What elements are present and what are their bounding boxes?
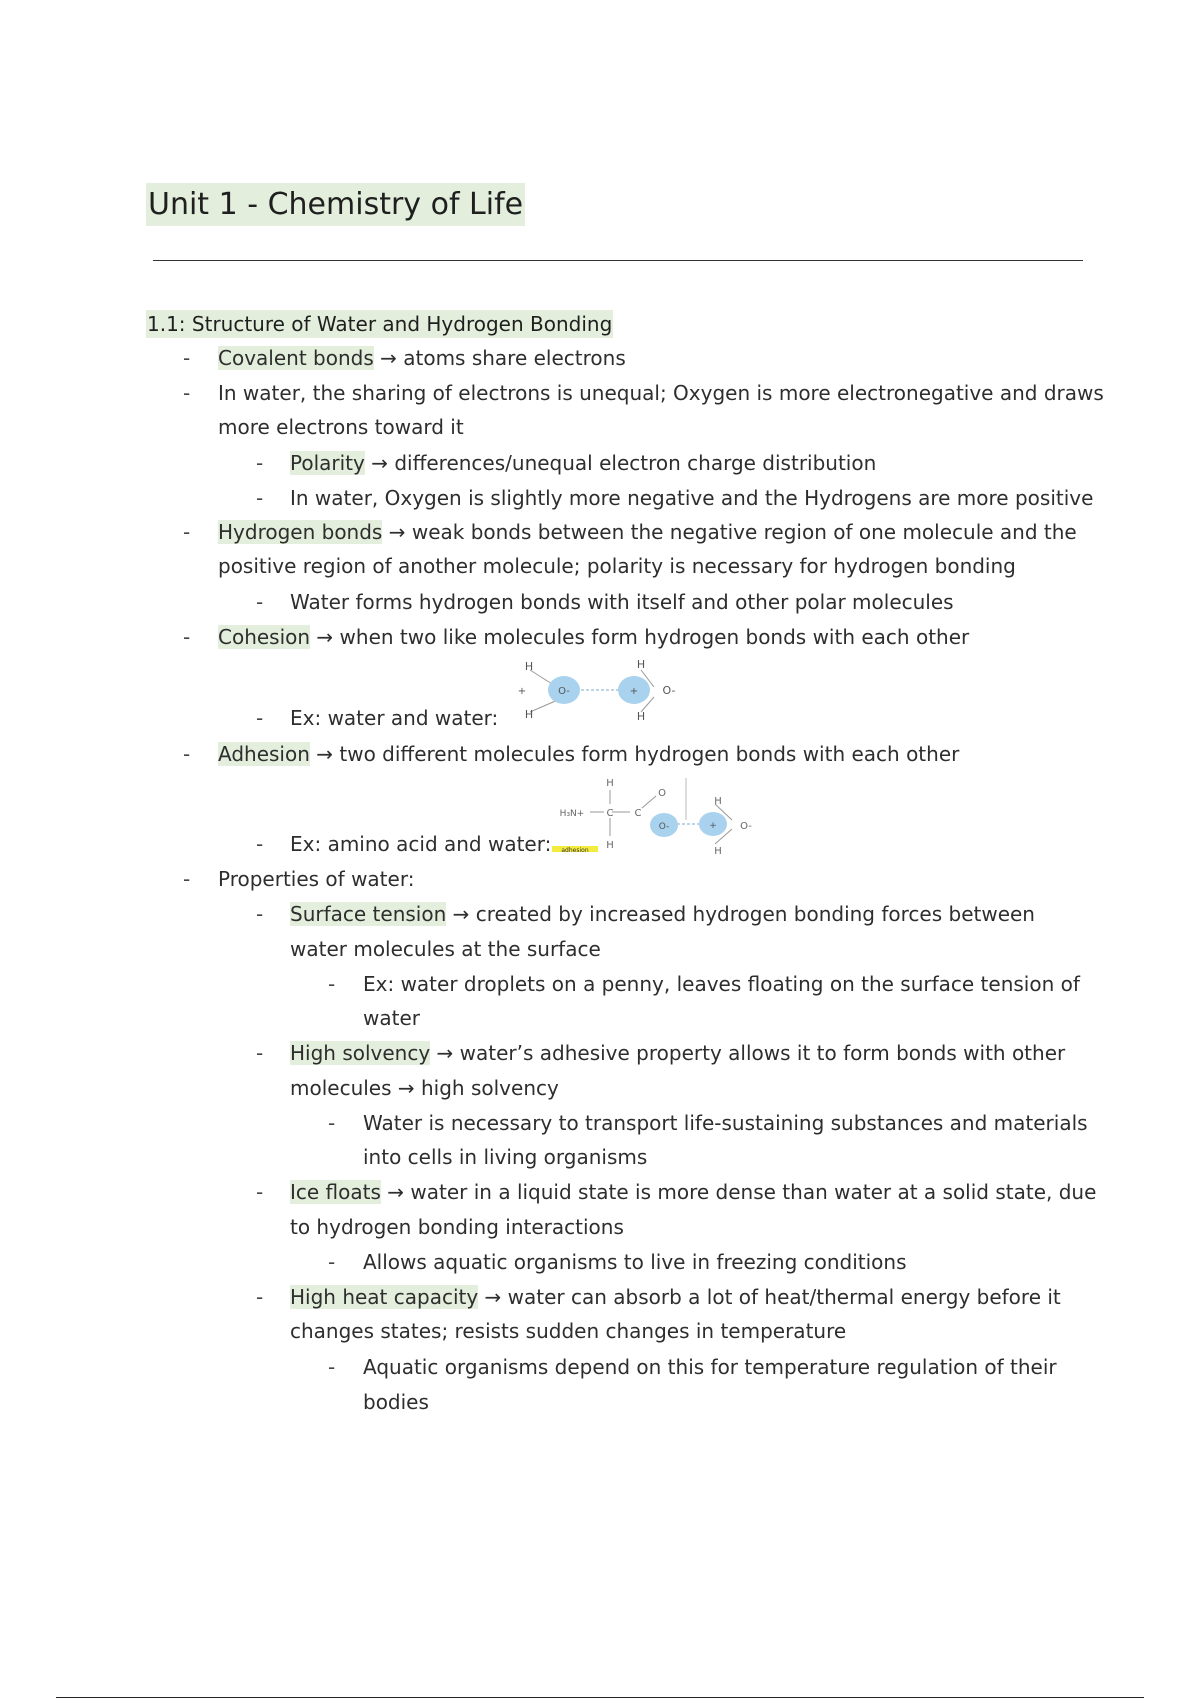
oxygen-label: O (658, 788, 666, 799)
list-item-covalent (218, 344, 626, 372)
list-item-water-forms-hbonds: Water forms hydrogen bonds with itself and other polar molecules (290, 590, 954, 614)
term-cohesion: Cohesion (218, 625, 311, 649)
list-item-high-solvency-cont: molecules → high solvency (290, 1076, 559, 1100)
covalent-definition: → atoms share electrons (373, 346, 626, 370)
bullet-dash: - (256, 902, 264, 926)
list-item-ice-floats (290, 1178, 1096, 1206)
page-title: Unit 1 - Chemistry of Life (146, 183, 525, 226)
list-item-surface-tension-cont: water molecules at the surface (290, 937, 601, 961)
polarity-definition: → differences/unequal electron charge distribution (364, 451, 877, 475)
list-item-surface-example-cont: water (363, 1006, 420, 1030)
list-item-surface-tension (290, 900, 1035, 928)
term-adhesion: Adhesion (218, 742, 310, 766)
ice-floats-definition: → water in a liquid state is more dense than water at a solid state, due (380, 1180, 1097, 1204)
h-atom-label: H (714, 796, 722, 807)
list-item-solvency-sub-cont: into cells in living organisms (363, 1145, 648, 1169)
high-solvency-definition: → water’s adhesive property allows it to form bonds with other (430, 1041, 1066, 1065)
adhesion-label: adhesion (561, 847, 589, 854)
term-high-heat-capacity: High heat capacity (290, 1285, 479, 1309)
surface-tension-definition: → created by increased hydrogen bonding forces between (446, 902, 1035, 926)
carbon-label: C (634, 808, 642, 819)
adhesion-amino-water-diagram (550, 774, 765, 858)
list-item-properties: Properties of water: (218, 867, 415, 891)
bullet-dash: - (183, 867, 191, 891)
h-atom-label: H (714, 846, 722, 857)
term-surface-tension: Surface tension (290, 902, 447, 926)
list-item-hydrogen-bonds-cont: positive region of another molecule; polarity is necessary for hydrogen bonding (218, 554, 1016, 578)
bullet-dash: - (256, 706, 264, 730)
list-item-adhesion-example: Ex: amino acid and water: (290, 832, 552, 856)
plus-label: + (517, 686, 527, 697)
list-item-adhesion (218, 740, 959, 768)
list-item-high-heat-capacity-cont: changes states; resists sudden changes in temperature (290, 1319, 847, 1343)
oxygen-label: O- (658, 822, 670, 832)
term-hydrogen-bonds: Hydrogen bonds (218, 520, 383, 544)
list-item-high-solvency (290, 1039, 1065, 1067)
oxygen-label: O- (740, 821, 752, 832)
term-covalent-bonds: Covalent bonds (218, 346, 374, 370)
oxygen-label: O- (662, 684, 676, 697)
list-item-water-charge: In water, Oxygen is slightly more negative and the Hydrogens are more positive (290, 486, 1094, 510)
bullet-dash: - (183, 520, 191, 544)
list-item-heat-sub-cont: bodies (363, 1390, 429, 1414)
bullet-dash: - (256, 451, 264, 475)
term-ice-floats: Ice floats (290, 1180, 381, 1204)
term-polarity: Polarity (290, 451, 365, 475)
list-item-water-sharing-cont: more electrons toward it (218, 415, 464, 439)
term-high-solvency: High solvency (290, 1041, 431, 1065)
high-heat-capacity-definition: → water can absorb a lot of heat/thermal energy before it (478, 1285, 1061, 1309)
title-divider (153, 260, 1083, 261)
bullet-dash: - (183, 625, 191, 649)
h-atom-label: H (524, 660, 534, 673)
bullet-dash: - (183, 381, 191, 405)
list-item-ice-floats-cont: to hydrogen bonding interactions (290, 1215, 624, 1239)
list-item-heat-sub: Aquatic organisms depend on this for temperature regulation of their (363, 1355, 1057, 1379)
bullet-dash: - (183, 346, 191, 370)
list-item-solvency-sub: Water is necessary to transport life-sustaining substances and materials (363, 1111, 1088, 1135)
list-item-cohesion (218, 623, 969, 651)
bullet-dash: - (183, 742, 191, 766)
bullet-dash: - (328, 1250, 336, 1274)
list-item-high-heat-capacity (290, 1283, 1061, 1311)
adhesion-definition: → two different molecules form hydrogen bonds with each other (309, 742, 960, 766)
list-item-hydrogen-bonds (218, 518, 1077, 546)
h-atom-label: H (636, 710, 646, 723)
bullet-dash: - (256, 1041, 264, 1065)
h-atom-label: H (636, 658, 646, 671)
bullet-dash: - (328, 1111, 336, 1135)
bullet-dash: - (256, 1285, 264, 1309)
list-item-water-sharing: In water, the sharing of electrons is unequal; Oxygen is more electronegative and draws (218, 381, 1104, 405)
amine-label: H₃N+ (559, 809, 585, 819)
list-item-cohesion-example: Ex: water and water: (290, 706, 499, 730)
section-title: 1.1: Structure of Water and Hydrogen Bonding (147, 312, 613, 336)
h-atom-label: H (524, 708, 534, 721)
plus-label: + (629, 686, 639, 697)
bullet-dash: - (328, 1355, 336, 1379)
bullet-dash: - (256, 832, 264, 856)
h-atom-label: H (606, 778, 614, 789)
oxygen-label: O- (558, 686, 570, 697)
page-bottom-border (56, 1697, 1144, 1698)
bullet-dash: - (328, 972, 336, 996)
carbon-label: C (606, 808, 614, 819)
list-item-ice-sub: Allows aquatic organisms to live in freezing conditions (363, 1250, 907, 1274)
bullet-dash: - (256, 590, 264, 614)
bullet-dash: - (256, 1180, 264, 1204)
cohesion-water-diagram (508, 656, 688, 728)
list-item-polarity (290, 449, 876, 477)
plus-label: + (709, 821, 717, 831)
bullet-dash: - (256, 486, 264, 510)
list-item-surface-example: Ex: water droplets on a penny, leaves floating on the surface tension of (363, 972, 1080, 996)
h-atom-label: H (606, 840, 614, 851)
hydrogen-bonds-definition: → weak bonds between the negative region of one molecule and the (382, 520, 1077, 544)
cohesion-definition: → when two like molecules form hydrogen bonds with each other (310, 625, 970, 649)
